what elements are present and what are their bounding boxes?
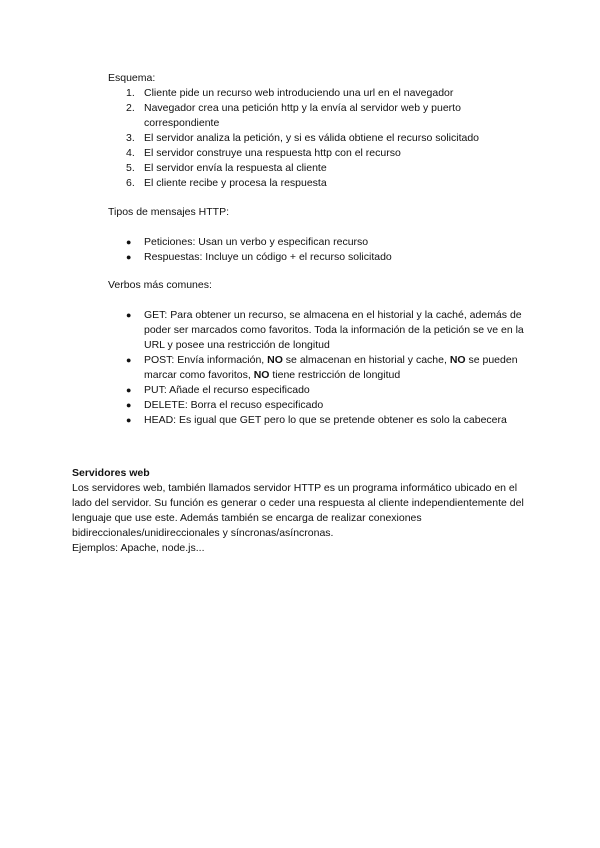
servidores-examples: Ejemplos: Apache, node.js... (72, 542, 205, 554)
bullet-icon: ● (126, 237, 132, 247)
esquema-section (108, 71, 528, 191)
list-item: 6. El cliente recibe y procesa la respuesta (126, 177, 327, 189)
bullet-icon: ● (126, 310, 132, 320)
list-item: ● POST: Envía información, NO se almacenan en historial y cache, NO se pueden marcar como favoritos, NO tiene restricción de longitud (126, 354, 518, 381)
verbos-section (108, 278, 528, 428)
list-item: ● Peticiones: Usan un verbo y especifican recurso (126, 236, 369, 248)
verbos-heading: Verbos más comunes: (108, 279, 212, 291)
list-item: ● Respuestas: Incluye un código + el recurso solicitado (126, 251, 392, 263)
bullet-icon: ● (126, 355, 132, 365)
esquema-steps-list (108, 86, 528, 191)
list-item: 3. El servidor analiza la petición, y si es válida obtiene el recurso solicitado (126, 132, 480, 144)
list-item: 5. El servidor envía la respuesta al cliente (126, 162, 327, 174)
tipos-section (108, 205, 528, 265)
list-item: ● HEAD: Es igual que GET pero lo que se pretende obtener es solo la cabecera (126, 414, 507, 426)
servidores-paragraph: Los servidores web, también llamados servidor HTTP es un programa informático ubicado en el lado del servidor. Su función es generar o ceder una respuesta al cliente independientemente del lenguaje que use este. Además también se encarga de realizar conexiones bidireccionales/unidireccionales y síncronas/asíncronas. (72, 482, 524, 539)
list-item: 4. El servidor construye una respuesta http con el recurso (126, 147, 401, 159)
bullet-icon: ● (126, 400, 132, 410)
tipos-heading: Tipos de mensajes HTTP: (108, 206, 229, 218)
bullet-icon: ● (126, 252, 132, 262)
verbos-list (108, 308, 528, 428)
esquema-heading: Esquema: (108, 72, 156, 84)
tipos-list (108, 235, 528, 265)
bullet-icon: ● (126, 385, 132, 395)
servidores-title: Servidores web (72, 467, 150, 479)
list-item: 2. Navegador crea una petición http y la envía al servidor web y puerto correspondiente (126, 102, 461, 129)
list-item: ● DELETE: Borra el recuso especificado (126, 399, 324, 411)
list-item: 1. Cliente pide un recurso web introduciendo una url en el navegador (126, 87, 454, 99)
list-item: ● GET: Para obtener un recurso, se almacena en el historial y la caché, además de poder ser marcados como favoritos. Toda la información de la petición se ve en la URL y posee una restricción de longitud (126, 309, 524, 351)
list-item: ● PUT: Añade el recurso especificado (126, 384, 310, 396)
bullet-icon: ● (126, 415, 132, 425)
servidores-section (72, 466, 532, 556)
